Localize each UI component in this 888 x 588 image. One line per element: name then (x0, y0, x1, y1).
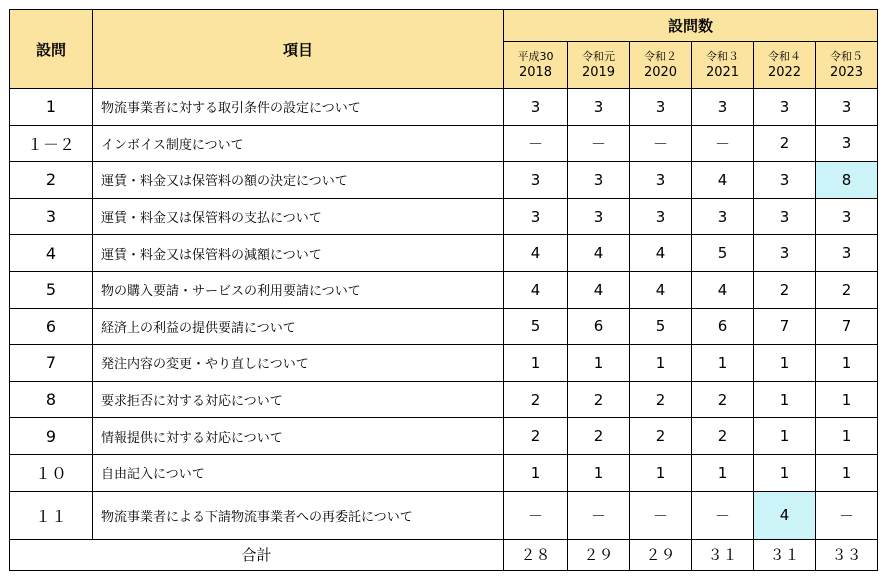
question-number: 7 (10, 345, 93, 382)
count-cell: 3 (630, 198, 692, 235)
header-year (816, 42, 878, 89)
total-cell: ３１ (692, 539, 754, 570)
count-cell: － (568, 125, 630, 162)
count-cell: 5 (692, 235, 754, 272)
question-item: 物流事業者による下請物流事業者への再委託について (93, 491, 504, 539)
count-cell: 4 (754, 491, 816, 539)
count-cell: 3 (630, 89, 692, 126)
count-cell: 1 (504, 454, 568, 491)
count-cell: 2 (692, 381, 754, 418)
count-cell: 2 (630, 418, 692, 455)
table-row (10, 345, 878, 382)
count-cell: 1 (630, 454, 692, 491)
table-row (10, 454, 878, 491)
header-year-era: 令和元 (582, 50, 615, 63)
count-cell: － (568, 491, 630, 539)
count-cell: 3 (692, 198, 754, 235)
header-year-era: 平成30 (517, 50, 554, 63)
count-cell: － (504, 125, 568, 162)
question-item: 情報提供に対する対応について (93, 418, 504, 455)
total-cell: ３１ (754, 539, 816, 570)
total-cell: ３３ (816, 539, 878, 570)
header-year-ad: 2022 (767, 65, 802, 80)
count-cell: 1 (754, 418, 816, 455)
table-row (10, 162, 878, 199)
question-item: インボイス制度について (93, 125, 504, 162)
header-year (692, 42, 754, 89)
count-cell: 1 (754, 381, 816, 418)
question-item: 物流事業者に対する取引条件の設定について (93, 89, 504, 126)
count-cell: 4 (568, 235, 630, 272)
count-cell: 1 (754, 454, 816, 491)
header-year-ad: 2023 (829, 65, 864, 80)
header-year-era: 令和５ (830, 50, 863, 63)
count-cell: 3 (504, 89, 568, 126)
count-cell: 2 (754, 271, 816, 308)
count-cell: 1 (816, 418, 878, 455)
question-number: １０ (10, 454, 93, 491)
table-row (10, 235, 878, 272)
header-year-ad: 2021 (705, 65, 740, 80)
table-row (10, 89, 878, 126)
question-number: 5 (10, 271, 93, 308)
total-cell: ２９ (568, 539, 630, 570)
question-number: 2 (10, 162, 93, 199)
count-cell: 3 (754, 162, 816, 199)
count-cell: 3 (692, 89, 754, 126)
question-item: 自由記入について (93, 454, 504, 491)
question-number: １１ (10, 491, 93, 539)
count-cell: 3 (630, 162, 692, 199)
count-cell: 3 (816, 198, 878, 235)
count-cell: 3 (568, 198, 630, 235)
count-cell: 7 (816, 308, 878, 345)
question-item: 発注内容の変更・やり直しについて (93, 345, 504, 382)
count-cell: 5 (630, 308, 692, 345)
table-row (10, 308, 878, 345)
question-number: 4 (10, 235, 93, 272)
survey-question-table (9, 9, 878, 571)
count-cell: 1 (816, 381, 878, 418)
total-row (10, 539, 878, 570)
table-row (10, 381, 878, 418)
count-cell: 4 (692, 271, 754, 308)
count-cell: 6 (692, 308, 754, 345)
count-cell: 3 (816, 125, 878, 162)
table-row (10, 418, 878, 455)
count-cell: 3 (568, 162, 630, 199)
count-cell: 2 (692, 418, 754, 455)
count-cell: 1 (692, 345, 754, 382)
count-cell: 6 (568, 308, 630, 345)
question-number: 6 (10, 308, 93, 345)
header-year (754, 42, 816, 89)
count-cell: 3 (754, 89, 816, 126)
question-item: 運賃・料金又は保管料の支払について (93, 198, 504, 235)
header-year (504, 42, 568, 89)
count-cell: 1 (754, 345, 816, 382)
count-cell: 2 (568, 381, 630, 418)
count-cell: 7 (754, 308, 816, 345)
question-item: 運賃・料金又は保管料の減額について (93, 235, 504, 272)
question-number: 9 (10, 418, 93, 455)
table-row (10, 491, 878, 539)
header-year-era: 令和４ (768, 50, 801, 63)
count-cell: 3 (754, 235, 816, 272)
count-cell: 1 (568, 345, 630, 382)
question-number: １－２ (10, 125, 93, 162)
question-number: 8 (10, 381, 93, 418)
count-cell: 4 (630, 235, 692, 272)
count-cell: － (630, 125, 692, 162)
table-row (10, 198, 878, 235)
count-cell: 2 (504, 418, 568, 455)
count-cell: 3 (816, 89, 878, 126)
table-row (10, 125, 878, 162)
count-cell: 1 (630, 345, 692, 382)
question-item: 運賃・料金又は保管料の額の決定について (93, 162, 504, 199)
count-cell: 4 (692, 162, 754, 199)
count-cell: 8 (816, 162, 878, 199)
header-year (630, 42, 692, 89)
question-number: 3 (10, 198, 93, 235)
count-cell: 1 (568, 454, 630, 491)
question-item: 物の購入要請・サービスの利用要請について (93, 271, 504, 308)
header-year-ad: 2019 (581, 65, 616, 80)
count-cell: 4 (630, 271, 692, 308)
question-item: 要求拒否に対する対応について (93, 381, 504, 418)
header-year-ad: 2018 (518, 65, 553, 80)
count-cell: 2 (754, 125, 816, 162)
question-number: 1 (10, 89, 93, 126)
header-year-ad: 2020 (643, 65, 678, 80)
header-item: 項目 (93, 10, 504, 89)
count-cell: － (692, 491, 754, 539)
count-cell: 4 (504, 235, 568, 272)
count-cell: 1 (504, 345, 568, 382)
header-year (568, 42, 630, 89)
header-question-count: 設問数 (504, 10, 878, 42)
header-year-era: 令和３ (706, 50, 739, 63)
count-cell: 1 (816, 454, 878, 491)
table-row (10, 271, 878, 308)
total-label: 合計 (10, 539, 504, 570)
count-cell: 3 (504, 198, 568, 235)
count-cell: 4 (504, 271, 568, 308)
count-cell: 1 (692, 454, 754, 491)
header-question-no: 設問 (10, 10, 93, 89)
count-cell: 2 (630, 381, 692, 418)
count-cell: 3 (816, 235, 878, 272)
count-cell: 4 (568, 271, 630, 308)
count-cell: 2 (504, 381, 568, 418)
total-cell: ２８ (504, 539, 568, 570)
header-year-era: 令和２ (644, 50, 677, 63)
count-cell: 5 (504, 308, 568, 345)
total-cell: ２９ (630, 539, 692, 570)
count-cell: 2 (568, 418, 630, 455)
count-cell: － (692, 125, 754, 162)
count-cell: － (630, 491, 692, 539)
count-cell: 1 (816, 345, 878, 382)
count-cell: － (504, 491, 568, 539)
count-cell: 3 (504, 162, 568, 199)
count-cell: 3 (754, 198, 816, 235)
count-cell: 3 (568, 89, 630, 126)
count-cell: 2 (816, 271, 878, 308)
count-cell: － (816, 491, 878, 539)
question-item: 経済上の利益の提供要請について (93, 308, 504, 345)
